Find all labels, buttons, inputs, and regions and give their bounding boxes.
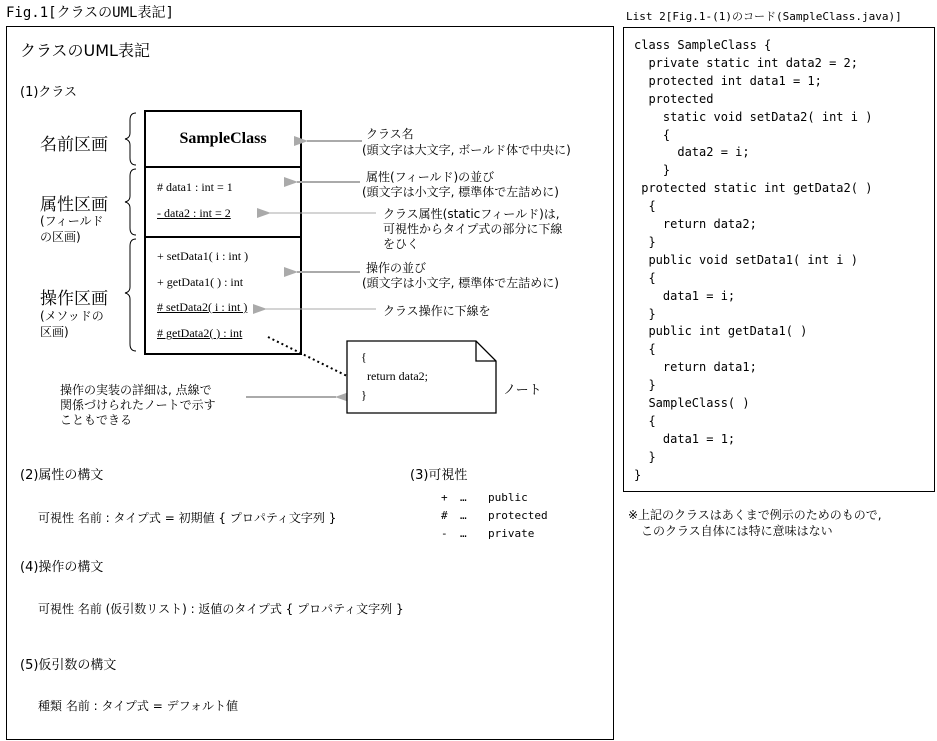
operation-getData1: + getData1( ) : int	[157, 275, 244, 289]
footnote-line-1: ※上記のクラスはあくまで例示のためのもので,	[628, 508, 882, 522]
attribute-data1: # data1 : int = 1	[157, 180, 233, 194]
note-line-2: return data2;	[367, 369, 428, 383]
annotation-attributes: 属性(フィールド)の並び	[366, 170, 495, 184]
attribute-data2-static: - data2 : int = 2	[157, 206, 231, 220]
operation-getData2-static: # getData2( ) : int	[157, 326, 243, 340]
attribute-area-sub2: の区画)	[40, 230, 81, 244]
code-line: protected static int getData2( )	[634, 181, 873, 196]
code-line: data1 = 1;	[634, 431, 736, 446]
attribute-area-brace	[125, 169, 136, 235]
code-line: {	[634, 199, 656, 214]
annotation-static-attribute-2: 可視性からタイプ式の部分に下線	[383, 222, 563, 236]
visibility-protected-word: protected	[488, 509, 548, 522]
section-3-title: (3)可視性	[410, 468, 468, 483]
code-line: static void setData2( int i )	[634, 109, 873, 124]
section-1-title: (1)クラス	[20, 85, 78, 100]
visibility-public-symbol: +	[441, 491, 448, 504]
note-line-3: }	[361, 388, 367, 402]
visibility-protected-dots: …	[460, 509, 467, 522]
visibility-private-symbol: -	[441, 527, 448, 540]
class-name: SampleClass	[179, 130, 267, 147]
attribute-syntax: 可視性 名前 : タイプ式 = 初期値 { プロパティ文字列 }	[38, 511, 337, 525]
note-label: ノート	[503, 383, 542, 398]
list-title: List 2[Fig.1-(1)のコード(SampleClass.java)]	[626, 10, 902, 23]
attribute-area-sub1: (フィールド	[40, 214, 104, 228]
main-title: クラスのUML表記	[20, 41, 150, 60]
annotation-operations: 操作の並び	[366, 261, 427, 275]
code-line: {	[634, 270, 656, 285]
code-line: {	[634, 413, 656, 428]
annotation-operations-rule: (頭文字は小文字, 標準体で左詰めに)	[362, 276, 559, 290]
annotation-impl-1: 操作の実装の詳細は, 点線で	[60, 383, 212, 397]
code-line: }	[634, 449, 656, 464]
annotation-impl-3: こともできる	[60, 413, 133, 427]
annotation-class-name: クラス名	[366, 127, 414, 141]
code-line: }	[634, 306, 656, 321]
operation-area-sub1: (メソッドの	[40, 309, 104, 323]
operation-setData2-static: # setData2( i : int )	[157, 300, 248, 314]
code-line: public void setData1( int i )	[634, 252, 858, 267]
visibility-private-word: private	[488, 527, 535, 540]
visibility-public-word: public	[488, 491, 528, 504]
name-area-brace	[125, 113, 136, 165]
section-2-title: (2)属性の構文	[20, 468, 104, 483]
name-area-label: 名前区画	[40, 135, 108, 155]
code-line: {	[634, 342, 656, 357]
code-line: data1 = i;	[634, 288, 736, 303]
code-line: private static int data2 = 2;	[634, 55, 858, 70]
visibility-public-dots: …	[460, 491, 467, 504]
code-line: return data2;	[634, 217, 757, 231]
code-line: return data1;	[634, 360, 757, 375]
annotation-attributes-rule: (頭文字は小文字, 標準体で左詰めに)	[362, 185, 559, 199]
code-line: class SampleClass {	[634, 38, 772, 52]
code-line: }	[634, 234, 656, 249]
operation-area-sub2: 区画)	[40, 325, 69, 339]
parameter-syntax: 種類 名前 : タイプ式 = デフォルト値	[38, 699, 238, 713]
attribute-area-label: 属性区画	[40, 195, 108, 215]
annotation-static-attribute-3: をひく	[383, 237, 420, 251]
code-line: {	[634, 127, 671, 142]
section-5-title: (5)仮引数の構文	[20, 658, 117, 673]
code-line: }	[634, 163, 671, 178]
code-line: public int getData1( )	[634, 324, 808, 339]
annotation-class-name-rule: (頭文字は大文字, ボールド体で中央に)	[362, 143, 571, 157]
code-line: data2 = i;	[634, 145, 750, 160]
annotation-impl-2: 関係づけられたノートで示す	[60, 398, 216, 412]
operation-area-label: 操作区画	[40, 289, 108, 309]
visibility-private-dots: …	[460, 527, 467, 540]
operation-syntax: 可視性 名前 (仮引数リスト) : 返値のタイプ式 { プロパティ文字列 }	[38, 602, 404, 616]
code-line: SampleClass( )	[634, 396, 750, 410]
annotation-class-operation: クラス操作に下線を	[383, 304, 491, 318]
figure-title: Fig.1[クラスのUML表記]	[6, 5, 174, 21]
code-line: protected int data1 = 1;	[634, 73, 822, 88]
visibility-protected-symbol: #	[441, 509, 448, 522]
note-line-1: {	[361, 350, 367, 364]
operation-area-brace	[125, 239, 136, 351]
footnote-line-2: このクラス自体には特に意味はない	[641, 524, 833, 538]
code-line: }	[634, 378, 656, 393]
operation-setData1: + setData1( i : int )	[157, 249, 249, 263]
section-4-title: (4)操作の構文	[20, 560, 104, 575]
code-line: }	[634, 467, 642, 482]
code-line: protected	[634, 91, 714, 106]
annotation-static-attribute-1: クラス属性(staticフィールド)は,	[383, 207, 560, 221]
